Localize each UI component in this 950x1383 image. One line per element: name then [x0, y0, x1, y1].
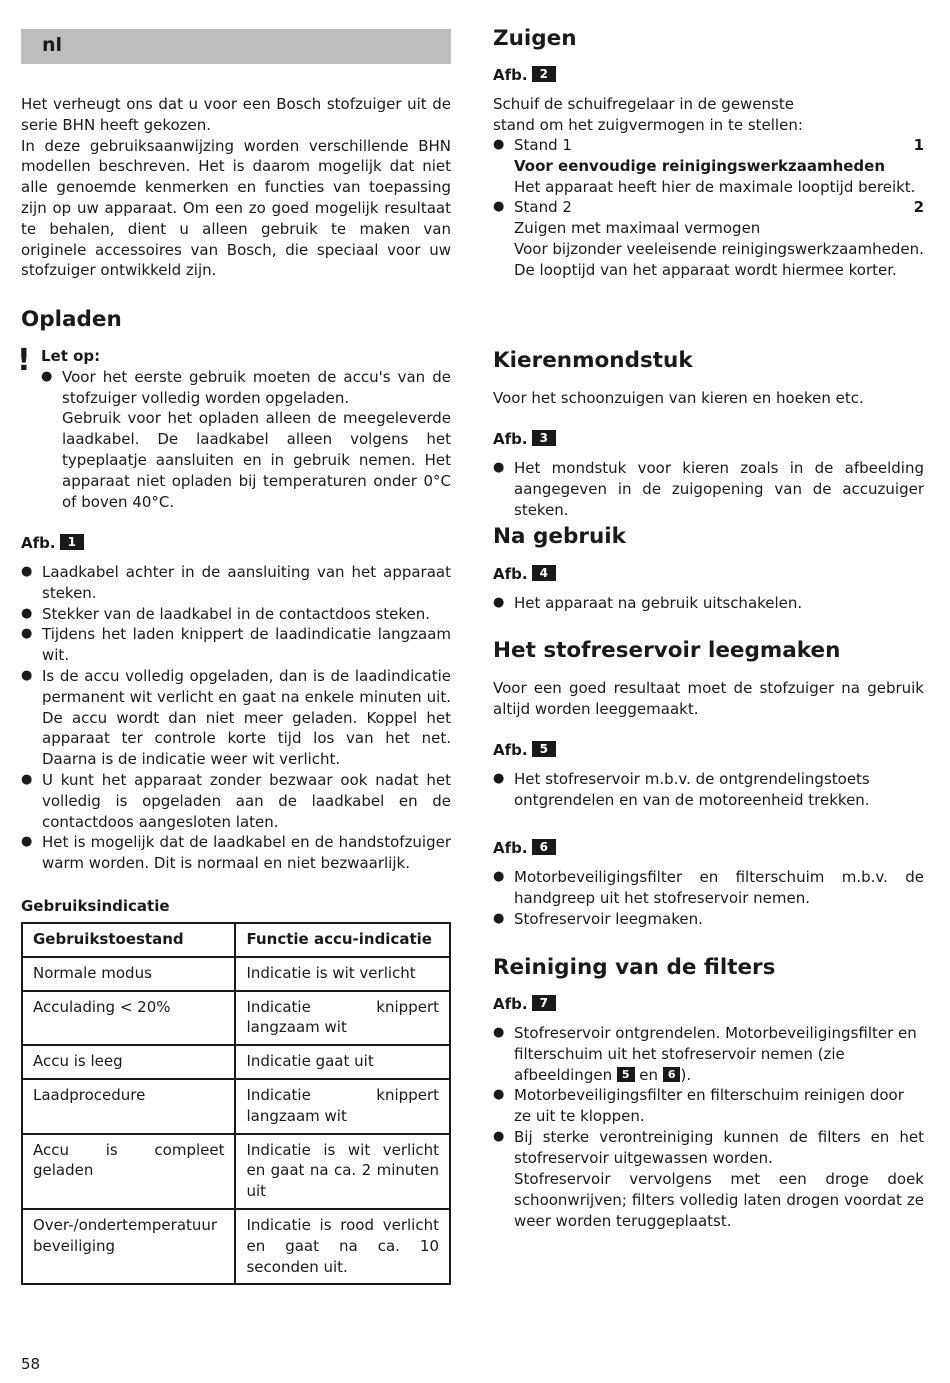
- stof-list-5: [493, 769, 924, 811]
- warning-bullet: ● Voor het eerste gebruik moeten de accu's van de stofzuiger volledig worden opgeladen.: [41, 367, 451, 409]
- list-item: ● Stofreservoir leegmaken.: [493, 909, 924, 930]
- stof-list-6: [493, 867, 924, 929]
- list-item: ● Het mondstuk voor kieren zoals in de afbeelding aangegeven in de zuigopening van de accuzuiger steken.: [493, 458, 924, 520]
- usage-indication-table: [21, 922, 451, 1285]
- stof-text: Voor een goed resultaat moet de stofzuiger na gebruik altijd worden leeggemaakt.: [493, 679, 924, 718]
- list-item: ● Tijdens het laden knippert de laadindicatie langzaam wit.: [21, 624, 451, 666]
- intro-paragraph: Het verheugt ons dat u voor een Bosch stofzuiger uit de serie BHN heeft gekozen.: [21, 95, 451, 134]
- section-title-zuigen: Zuigen: [493, 26, 577, 51]
- intro-section: [21, 94, 451, 281]
- opladen-bullet-list: [21, 562, 451, 874]
- figure-reference: [21, 533, 84, 553]
- table-row: [22, 1079, 450, 1134]
- table-row: [22, 991, 450, 1046]
- list-item: ● Bij sterke verontreiniging kunnen de filters en het stofreservoir uitgewassen worden.: [493, 1127, 924, 1169]
- list-item: ● Motorbeveiligingsfilter en filterschuim m.b.v. de handgreep uit het stofreservoir nemen.: [493, 867, 924, 909]
- table-header-cell: Gebruikstoestand: [22, 923, 235, 957]
- figure-number: 7: [532, 995, 556, 1011]
- list-item: ● Motorbeveiligingsfilter en filterschuim reinigen door ze uit te kloppen.: [493, 1085, 924, 1127]
- exclamation-icon: !: [17, 343, 31, 378]
- figure-number: 2: [532, 66, 556, 82]
- table-row: [22, 1134, 450, 1209]
- table-cell: Over-/ondertemperatuurbeveiliging: [22, 1209, 235, 1284]
- table-cell: Indicatie is wit verlicht: [235, 957, 450, 991]
- stand-text: Voor bijzonder veeleisende reinigingswerkzaamheden.: [514, 239, 924, 258]
- afb-label: Afb.: [493, 66, 528, 84]
- table-cell: Indicatie knippert langzaam wit: [235, 991, 450, 1046]
- figure-number: 4: [532, 565, 556, 581]
- list-item: ● Het is mogelijk dat de laadkabel en de handstofzuiger warm worden. Dit is normaal en niet bezwaarlijk.: [21, 832, 451, 874]
- table-cell: Indicatie knippert langzaam wit: [235, 1079, 450, 1134]
- afb-label: Afb.: [493, 565, 528, 583]
- table-caption: Gebruiksindicatie: [21, 897, 170, 915]
- stand-number: 2: [913, 198, 924, 217]
- figure-ref-inline: 5: [617, 1067, 635, 1082]
- list-item: ● U kunt het apparaat zonder bezwaar ook nadat het volledig is opgeladen aan de laadkabel en de contactdoos aangesloten laten.: [21, 770, 451, 832]
- table-cell: Indicatie is rood verlicht en gaat na ca. 10 seconden uit.: [235, 1209, 450, 1284]
- section-title-kierenmondstuk: Kierenmondstuk: [493, 348, 693, 373]
- figure-reference: [493, 429, 556, 449]
- stand-text: De looptijd van het apparaat wordt hiermee korter.: [514, 260, 897, 279]
- list-item: ● Laadkabel achter in de aansluiting van het apparaat steken.: [21, 562, 451, 604]
- na-gebruik-list: [493, 593, 924, 614]
- figure-reference: [493, 838, 556, 858]
- afb-label: Afb.: [493, 430, 528, 448]
- figure-number: 6: [532, 839, 556, 855]
- kieren-text: Voor het schoonzuigen van kieren en hoeken etc.: [493, 389, 864, 407]
- stand-label: ● Stand 2: [514, 198, 572, 217]
- list-item: [493, 135, 924, 197]
- table-cell: Accu is compleet geladen: [22, 1134, 235, 1209]
- stand-number: 1: [913, 136, 924, 154]
- figure-reference: [493, 65, 556, 85]
- list-item-text: Stofreservoir ontgrendelen. Motorbeveiligingsfilter en filterschuim uit het stofreservoir nemen (zie afbeeldingen: [514, 1024, 917, 1084]
- list-item: [493, 197, 924, 280]
- filters-list: [493, 1023, 924, 1169]
- figure-ref-inline: 6: [663, 1067, 681, 1082]
- figure-reference: [493, 564, 556, 584]
- list-item: [493, 1023, 924, 1085]
- language-code: nl: [42, 34, 63, 56]
- list-item: ● Is de accu volledig opgeladen, dan is de laadindicatie permanent wit verlicht en gaat na enkele minuten uit. De accu wordt dan niet meer geladen. Koppel het apparaat ter controle korte tijd los van het net. Daarna is de indicatie weer wit verlicht.: [21, 666, 451, 770]
- stand-text: Zuigen met maximaal vermogen: [514, 219, 761, 238]
- table-row: [22, 1045, 450, 1079]
- section-title-filters: Reiniging van de filters: [493, 955, 776, 980]
- section-title-opladen: Opladen: [21, 307, 122, 332]
- table-header-row: [22, 923, 450, 957]
- stand-text: Het apparaat heeft hier de maximale looptijd bereikt.: [514, 177, 916, 196]
- stand-label: ● Stand 1: [514, 136, 572, 154]
- figure-reference: [493, 740, 556, 760]
- table-cell: Indicatie gaat uit: [235, 1045, 450, 1079]
- warning-text: Gebruik voor het opladen alleen de meegeleverde laadkabel. De laadkabel alleen volgens het typeplaatje aansluiten en in gebruik nemen. Het apparaat niet opladen bij temperaturen onder 0°C of boven 40°C.: [62, 409, 451, 511]
- figure-number: 3: [532, 430, 556, 446]
- warning-block: [17, 343, 451, 512]
- afb-label: Afb.: [493, 839, 528, 857]
- section-title-stofreservoir: Het stofreservoir leegmaken: [493, 638, 841, 663]
- zuigen-text: Schuif de schuifregelaar in de gewenste stand om het zuigvermogen in te stellen:: [493, 95, 803, 134]
- list-item: ● Het stofreservoir m.b.v. de ontgrendelingstoets ontgrendelen en van de motoreenheid trekken.: [493, 769, 924, 811]
- table-cell: Laadprocedure: [22, 1079, 235, 1134]
- table-cell: Acculading < 20%: [22, 991, 235, 1046]
- figure-number: 1: [60, 534, 84, 550]
- intro-paragraph: In deze gebruiksaanwijzing worden verschillende BHN modellen beschreven. Het is daarom mogelijk dat niet alle genoemde kenmerken en functies van toepassing zijn op uw apparaat. Om een zo goed mogelijk resultaat te behalen, dient u alleen gebruik te maken van originele accessoires van Bosch, die speciaal voor uw stofzuiger ontwikkeld zijn.: [21, 136, 451, 280]
- afb-label: Afb.: [493, 995, 528, 1013]
- page-number: 58: [21, 1355, 41, 1373]
- table-cell: Accu is leeg: [22, 1045, 235, 1079]
- list-item-text: en: [639, 1065, 659, 1084]
- table-row: [22, 957, 450, 991]
- filters-continuation: Stofreservoir vervolgens met een droge doek schoonwrijven; filters volledig laten drogen voordat ze weer worden teruggeplaatst.: [514, 1170, 924, 1230]
- table-header-cell: Functie accu-indicatie: [235, 923, 450, 957]
- list-item: ● Stekker van de laadkabel in de contactdoos steken.: [21, 604, 451, 625]
- list-item: ● Het apparaat na gebruik uitschakelen.: [493, 593, 924, 614]
- list-item-text: ).: [680, 1065, 692, 1084]
- afb-label: Afb.: [21, 534, 56, 552]
- stand-heading: Voor eenvoudige reinigingswerkzaamheden: [514, 156, 886, 175]
- table-row: [22, 1209, 450, 1284]
- language-header-bar: [21, 29, 451, 64]
- figure-number: 5: [532, 741, 556, 757]
- figure-reference: [493, 994, 556, 1014]
- table-cell: Indicatie is wit verlicht en gaat na ca. 2 minuten uit: [235, 1134, 450, 1209]
- stand-list: [493, 135, 924, 281]
- section-title-na-gebruik: Na gebruik: [493, 524, 626, 549]
- afb-label: Afb.: [493, 741, 528, 759]
- warning-heading: Let op:: [41, 347, 101, 365]
- table-cell: Normale modus: [22, 957, 235, 991]
- kieren-list: [493, 458, 924, 520]
